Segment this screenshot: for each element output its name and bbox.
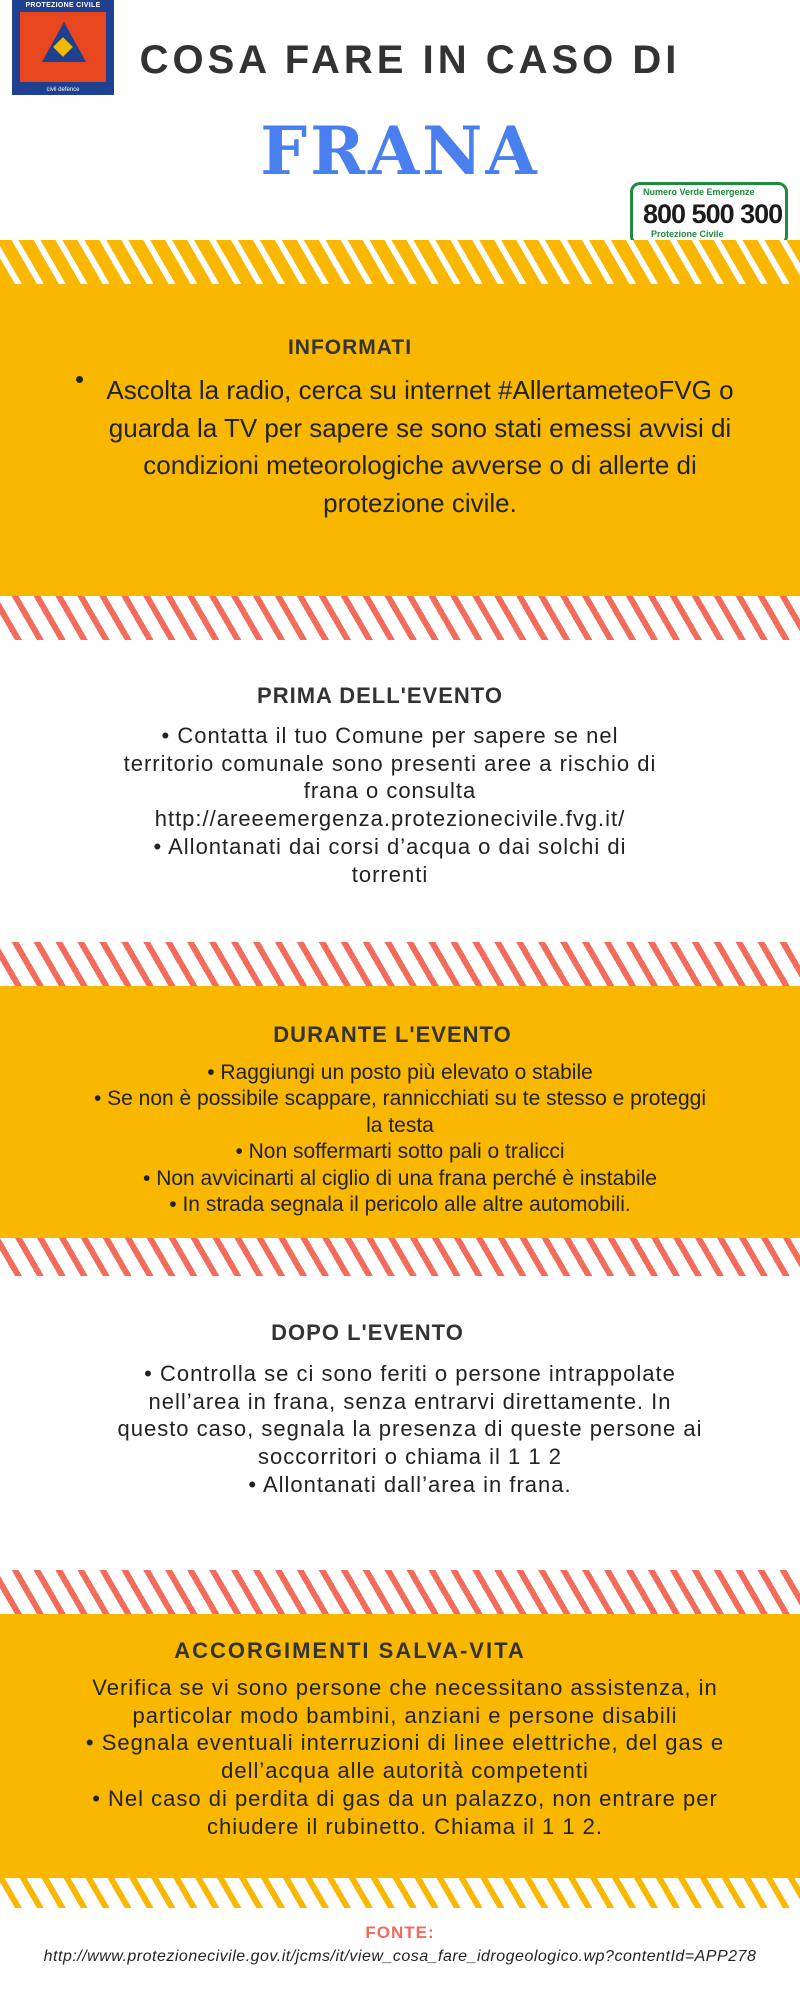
page-title-frana: FRANA [260, 112, 540, 190]
durante-line: la testa [366, 1113, 434, 1137]
bullet-dot-icon: • [75, 364, 85, 394]
durante-line: • Se non è possibile scappare, rannicchiati su te stesso e proteggi [93, 1087, 707, 1111]
logo-emblem [20, 12, 106, 82]
source-label: FONTE: [365, 1923, 435, 1942]
accorgimenti-line: dell’acqua alle autorità competenti [221, 1758, 589, 1784]
stripe-divider [0, 596, 800, 640]
section-informati [0, 284, 800, 596]
accorgimenti-line: • Nel caso di perdita di gas da un palazzo, non entrare per [92, 1785, 718, 1811]
accorgimenti-line: Verifica se vi sono persone che necessitano assistenza, in [92, 1675, 718, 1700]
numero-verde-number: 800 500 300 [643, 199, 783, 229]
section-title-dopo: DOPO L'EVENTO [271, 1320, 464, 1345]
durante-line: • Non soffermarti sotto pali o tralicci [235, 1140, 565, 1164]
prima-line: territorio comunale sono presenti aree a rischio di [123, 750, 657, 776]
durante-line: • In strada segnala il pericolo alle altre automobili. [169, 1193, 631, 1217]
stripe-divider [0, 1238, 800, 1276]
source-url-link[interactable]: http://www.protezionecivile.gov.it/jcms/it/view_cosa_fare_idrogeologico.wp?contentId=APP278 [43, 1948, 757, 1965]
numero-verde-badge [630, 182, 788, 246]
stripe-divider [0, 1878, 800, 1908]
section-accorgimenti-text [10, 1674, 800, 1840]
logo-top-text: PROTEZIONE CIVILE [25, 2, 101, 9]
section-title-prima: PRIMA DELL'EVENTO [257, 683, 503, 708]
dopo-line: • Allontanati dall’area in frana. [248, 1471, 572, 1497]
durante-line: • Non avvicinarti al ciglio di una frana perché è instabile [143, 1166, 657, 1190]
page-title-line1: COSA FARE IN CASO DI [139, 38, 681, 82]
numero-verde-org: Protezione Civile [651, 229, 724, 239]
accorgimenti-line: particolar modo bambini, anziani e persone disabili [132, 1702, 678, 1728]
numero-verde-label: Numero Verde Emergenze [643, 187, 755, 197]
dopo-line: questo caso, segnala la presenza di queste persone ai [117, 1416, 703, 1442]
prima-link[interactable]: http://areeemergenza.protezionecivile.fvg.it/ [154, 806, 626, 832]
accorgimenti-line: chiudere il rubinetto. Chiama il 1 1 2. [206, 1813, 604, 1839]
dopo-line: soccorritori o chiama il 1 1 2 [258, 1444, 562, 1470]
dopo-line: nell’area in frana, senza entrarvi direttamente. In [148, 1388, 672, 1414]
stripe-divider [0, 1570, 800, 1614]
dopo-line: • Controlla se ci sono feriti o persone intrappolate [144, 1361, 676, 1386]
section-accorgimenti [0, 1614, 800, 1878]
prima-line: • Allontanati dai corsi d’acqua o dai solchi di [153, 833, 627, 859]
section-durante [0, 986, 800, 1238]
durante-line: • Raggiungi un posto più elevato o stabile [207, 1061, 593, 1084]
accorgimenti-line: • Segnala eventuali interruzioni di linee elettriche, del gas e [85, 1730, 725, 1756]
prima-line: • Contatta il tuo Comune per sapere se nel [161, 723, 619, 748]
section-title-accorgimenti: ACCORGIMENTI SALVA-VITA [174, 1638, 526, 1663]
prima-line: torrenti [351, 861, 429, 887]
informati-text: Ascolta la radio, cerca su internet #AllertameteoFVG o guarda la TV per sapere se sono stati emessi avvisi di condizioni meteorologiche avverse o di allerte di protezione civile. [106, 375, 734, 519]
section-title-durante: DURANTE L'EVENTO [273, 1022, 512, 1047]
section-durante-text [0, 1060, 800, 1219]
section-dopo-text [40, 1360, 780, 1499]
section-prima-text [0, 722, 780, 888]
protezione-civile-logo [12, 0, 114, 95]
section-title-informati: INFORMATI [287, 336, 413, 359]
prima-line: frana o consulta [303, 778, 477, 804]
logo-bottom-text: civil defence [46, 87, 80, 93]
stripe-divider [0, 240, 800, 284]
stripe-divider [0, 942, 800, 986]
